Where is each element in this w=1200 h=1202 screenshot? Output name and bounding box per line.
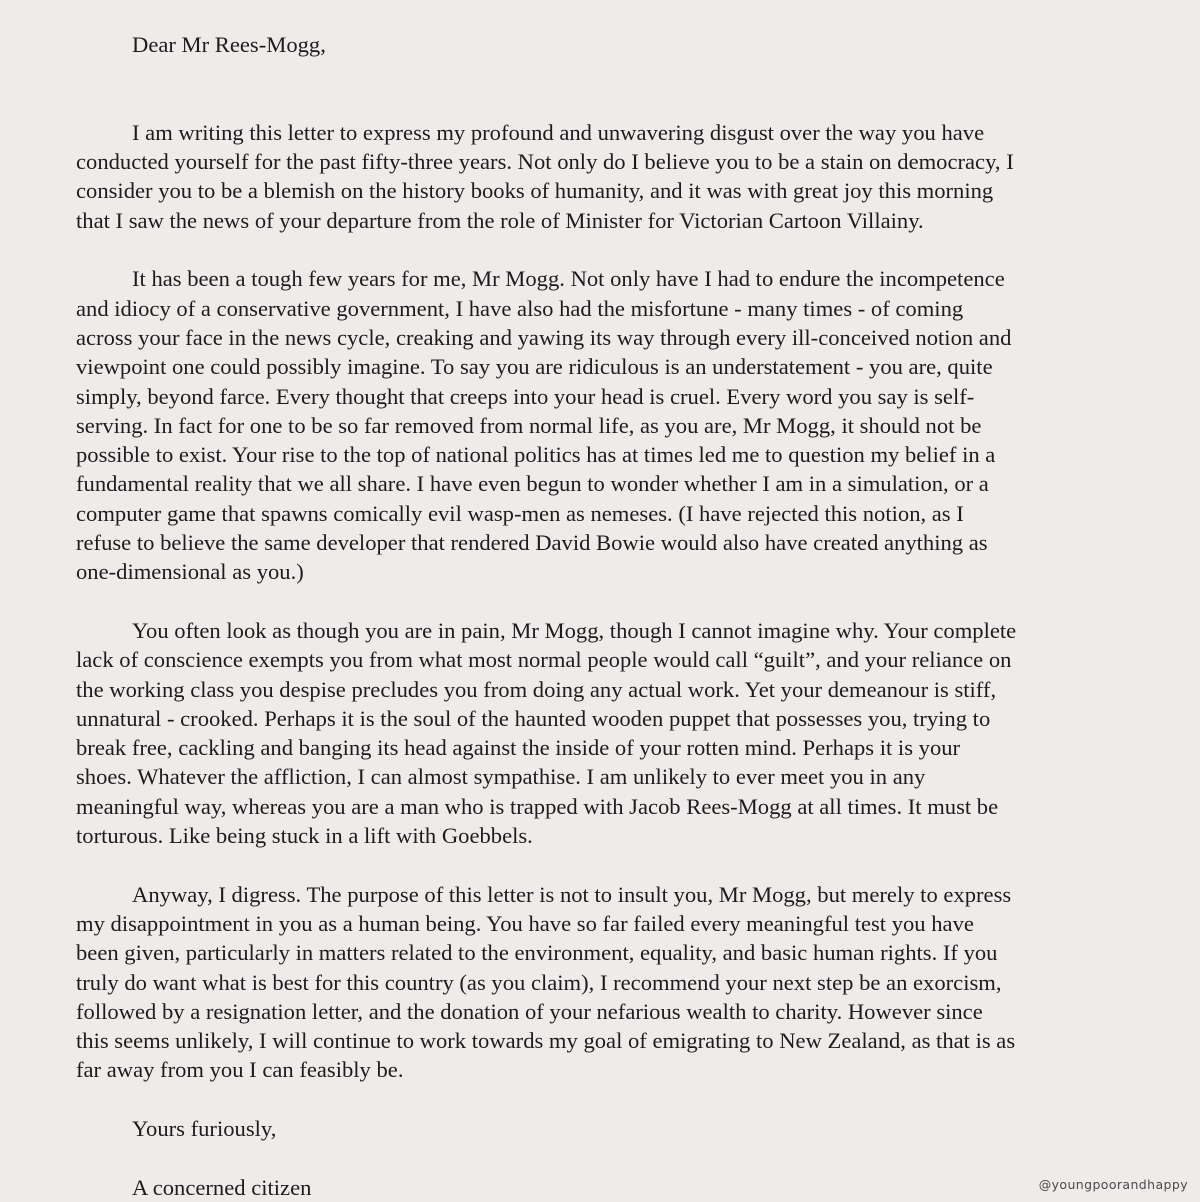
paragraph-line: that I saw the news of your departure from the role of Minister for Victorian Cartoon Villainy. [76,207,924,233]
paragraph-line: conducted yourself for the past fifty-three years. Not only do I believe you to be a stain on democracy, I [76,149,1014,175]
paragraph-line: unnatural - crooked. Perhaps it is the soul of the haunted wooden puppet that possesses you, trying to [76,705,991,731]
paragraph-line: fundamental reality that we all share. I have even begun to wonder whether I am in a simulation, or a [76,471,989,497]
paragraph-line: refuse to believe the same developer that rendered David Bowie would also have created anything as [76,530,988,556]
spacer [76,235,1132,264]
paragraph-line: truly do want what is best for this country (as you claim), I recommend your next step be an exorcism, [76,969,1002,995]
paragraph-line: consider you to be a blemish on the history books of humanity, and it was with great joy this morning [76,178,994,204]
paragraph-line: one-dimensional as you.) [76,559,304,585]
paragraph-line: and idiocy of a conservative government, I have also had the misfortune - many times - of coming [76,295,964,321]
signature: A concerned citizen [132,1174,312,1200]
paragraph-line: simply, beyond farce. Every thought that creeps into your head is cruel. Every word you say is self- [76,383,975,409]
paragraph-line: Anyway, I digress. The purpose of this letter is not to insult you, Mr Mogg, but merely to express [132,881,1012,907]
paragraph-line: serving. In fact for one to be so far removed from normal life, as you are, Mr Mogg, it should not be [76,412,982,438]
paragraph-line: You often look as though you are in pain, Mr Mogg, though I cannot imagine why. Your complete [132,617,1017,643]
paragraph-4 [76,880,1132,1085]
letter-body [76,30,1132,1202]
paragraph-line: viewpoint one could possibly imagine. To say you are ridiculous is an understatement - you are, quite [76,354,993,380]
paragraph-line: across your face in the news cycle, creaking and yawing its way through every ill-conceived notion and [76,324,1012,350]
paragraph-line: break free, cackling and banging its head against the inside of your rotten mind. Perhaps it is your [76,735,961,761]
paragraph-line: computer game that spawns comically evil wasp-men as nemeses. (I have rejected this notion, as I [76,500,964,526]
paragraph-line: It has been a tough few years for me, Mr Mogg. Not only have I had to endure the incompetence [132,266,1005,292]
watermark: @youngpoorandhappy [1038,1177,1188,1192]
spacer [76,850,1132,879]
salutation: Dear Mr Rees-Mogg, [132,32,326,57]
spacer [76,1085,1132,1114]
paragraph-line: followed by a resignation letter, and the donation of your nefarious wealth to charity. However since [76,998,983,1024]
closing-line: Yours furiously, [132,1115,277,1141]
paragraph-line: torturous. Like being stuck in a lift with Goebbels. [76,823,533,849]
paragraph-line: been given, particularly in matters related to the environment, equality, and basic human rights. If you [76,940,998,966]
paragraph-2 [76,264,1132,586]
spacer [76,587,1132,616]
paragraph-line: the working class you despise precludes you from doing any actual work. Yet your demeanour is stiff, [76,676,997,702]
spacer [76,1143,1132,1172]
spacer [76,59,1132,118]
paragraph-line: far away from you I can feasibly be. [76,1057,404,1083]
paragraph-line: possible to exist. Your rise to the top of national politics has at times led me to question my belief in a [76,442,996,468]
paragraph-line: I am writing this letter to express my profound and unwavering disgust over the way you have [132,119,985,145]
paragraph-3 [76,616,1132,850]
paragraph-line: meaningful way, whereas you are a man who is trapped with Jacob Rees-Mogg at all times. It must be [76,793,999,819]
paragraph-1 [76,118,1132,235]
paragraph-line: shoes. Whatever the affliction, I can almost sympathise. I am unlikely to ever meet you in any [76,764,926,790]
paragraph-line: my disappointment in you as a human being. You have so far failed every meaningful test you have [76,910,974,936]
paragraph-line: this seems unlikely, I will continue to work towards my goal of emigrating to New Zealand, as that is as [76,1028,1016,1054]
paragraph-line: lack of conscience exempts you from what most normal people would call “guilt”, and your reliance on [76,647,1012,673]
